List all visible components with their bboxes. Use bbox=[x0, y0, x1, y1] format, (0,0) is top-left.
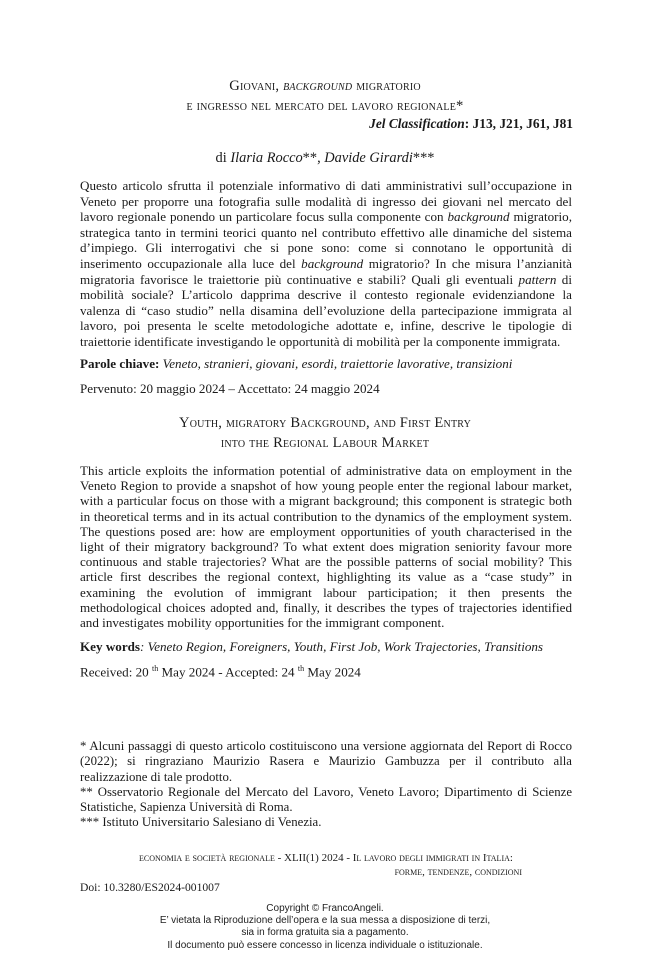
abstract-segment: pattern bbox=[518, 271, 557, 287]
abstract-segment: background bbox=[447, 209, 510, 225]
italian-title bbox=[0, 76, 650, 116]
english-keywords: Key words: Veneto Region, Foreigners, Youth, First Job, Work Trajectories, Transitions bbox=[80, 639, 544, 654]
author-girardi: Davide Girardi bbox=[324, 150, 413, 166]
italian-title-line1: Giovani, background migratorio bbox=[229, 78, 421, 94]
footnote: *** Istituto Universitario Salesiano di Venezia. bbox=[80, 815, 322, 830]
footnote: * Alcuni passaggi di questo articolo costituiscono una versione aggiornata del Report di Rocco (2022); si ringraziano Maurizio Rasera e Maurizio Gambuzza per il contributo alla realizzazione di tale prodotto. bbox=[80, 739, 572, 784]
journal-line1: economia e società regionale - XLII(1) 2024 - Il lavoro degli immigrati in Italia: bbox=[139, 852, 513, 864]
journal-line2: forme, tendenze, condizioni bbox=[394, 866, 522, 878]
english-title-line2: into the Regional Labour Market bbox=[220, 435, 430, 451]
authors-line: di Ilaria Rocco**, Davide Girardi*** bbox=[215, 150, 435, 166]
journal-info bbox=[80, 851, 572, 879]
italian-keywords: Parole chiave: Veneto, stranieri, giovani, esordi, traiettorie lavorative, transizioni bbox=[80, 356, 513, 371]
english-abstract: This article exploits the information potential of administrative data on employment in the Veneto Region to provide a snapshot of how young people enter the regional labour market, with a particular focus on those with a migrant background; this component is strategic both in theoretical terms and in its actual contribution to the dynamics of the employment system. The questions posed are: how are employment opportunities of youth characterised in the light of their migratory background? To what extent does migration seniority favour more continuous and stable trajectories? What are the possible patterns of social mobility? This article first describes the regional context, highlighting its value as a “case study” in examining the evolution of immigrant labour participation; it then presents the methodological choices adopted and, finally, it describes the types of trajectories identified and investigates mobility opportunities for the immigrant component. bbox=[80, 463, 572, 631]
abstract-segment: background bbox=[301, 255, 364, 271]
copyright-notice bbox=[0, 903, 650, 952]
jel-classification: Jel Classification: J13, J21, J61, J81 bbox=[369, 116, 573, 131]
copyright-line: E’ vietata la Riproduzione dell’opera e la sua messa a disposizione di terzi, bbox=[159, 915, 491, 927]
italian-abstract bbox=[80, 178, 572, 350]
copyright-line: Il documento può essere concesso in licenza individuale o istituzionale. bbox=[167, 939, 483, 951]
doi: Doi: 10.3280/ES2024-001007 bbox=[80, 881, 220, 894]
footnote: ** Osservatorio Regionale del Mercato del Lavoro, Veneto Lavoro; Dipartimento di Scienze Statistiche, Sapienza Università di Roma. bbox=[80, 784, 572, 815]
abstract-segment: Questo articolo sfrutta il potenziale informativo di dati amministrativi sull’occupazione in Veneto per proporre una fotografia sulle modalità di ingresso dei giovani nel mercato del lavoro regionale ponendo un particolare focus sulla componente con bbox=[80, 178, 572, 225]
footnotes bbox=[80, 739, 572, 831]
copyright-line: sia in forma gratuita sia a pagamento. bbox=[241, 927, 409, 939]
abstract-segment: migratorio, strategica tanto in termini teorici quanto nel contributo effettivo alle dinamiche del sistema d’impiego. Gli interrogativi che si pone sono: come si connotano le opportunità di inserimento occupazionale alla luce del bbox=[80, 209, 572, 271]
author-rocco: Ilaria Rocco bbox=[230, 150, 303, 166]
english-title-line1: Youth, migratory Background, and First Entry bbox=[178, 415, 472, 431]
abstract-segment: di mobilità sociale? L’articolo dapprima descrive il contesto regionale evidenziandone la valenza di “caso studio” nella disamina dell’evoluzione della partecipazione immigrata al lavoro, poi presenta le scelte metodologiche adottate e, infine, descrive le tipologie di traiettorie identificate investigando le opportunità di mobilità per la componente immigrata. bbox=[80, 271, 572, 349]
english-received-dates: Received: 20 $^{th}$ May 2024 - Accepted: 24 $^{th}$ May 2024 bbox=[80, 664, 361, 680]
abstract-segment: migratorio? In che misura l’anzianità migratoria favorisce le traiettorie più continuative e stabili? Quali gli eventuali bbox=[80, 255, 572, 287]
italian-title-line2: e ingresso nel mercato del lavoro regionale* bbox=[186, 98, 464, 114]
english-title bbox=[0, 413, 650, 453]
copyright-line: Copyright © FrancoAngeli. bbox=[266, 903, 384, 914]
italian-received-dates: Pervenuto: 20 maggio 2024 – Accettato: 24 maggio 2024 bbox=[80, 381, 380, 396]
